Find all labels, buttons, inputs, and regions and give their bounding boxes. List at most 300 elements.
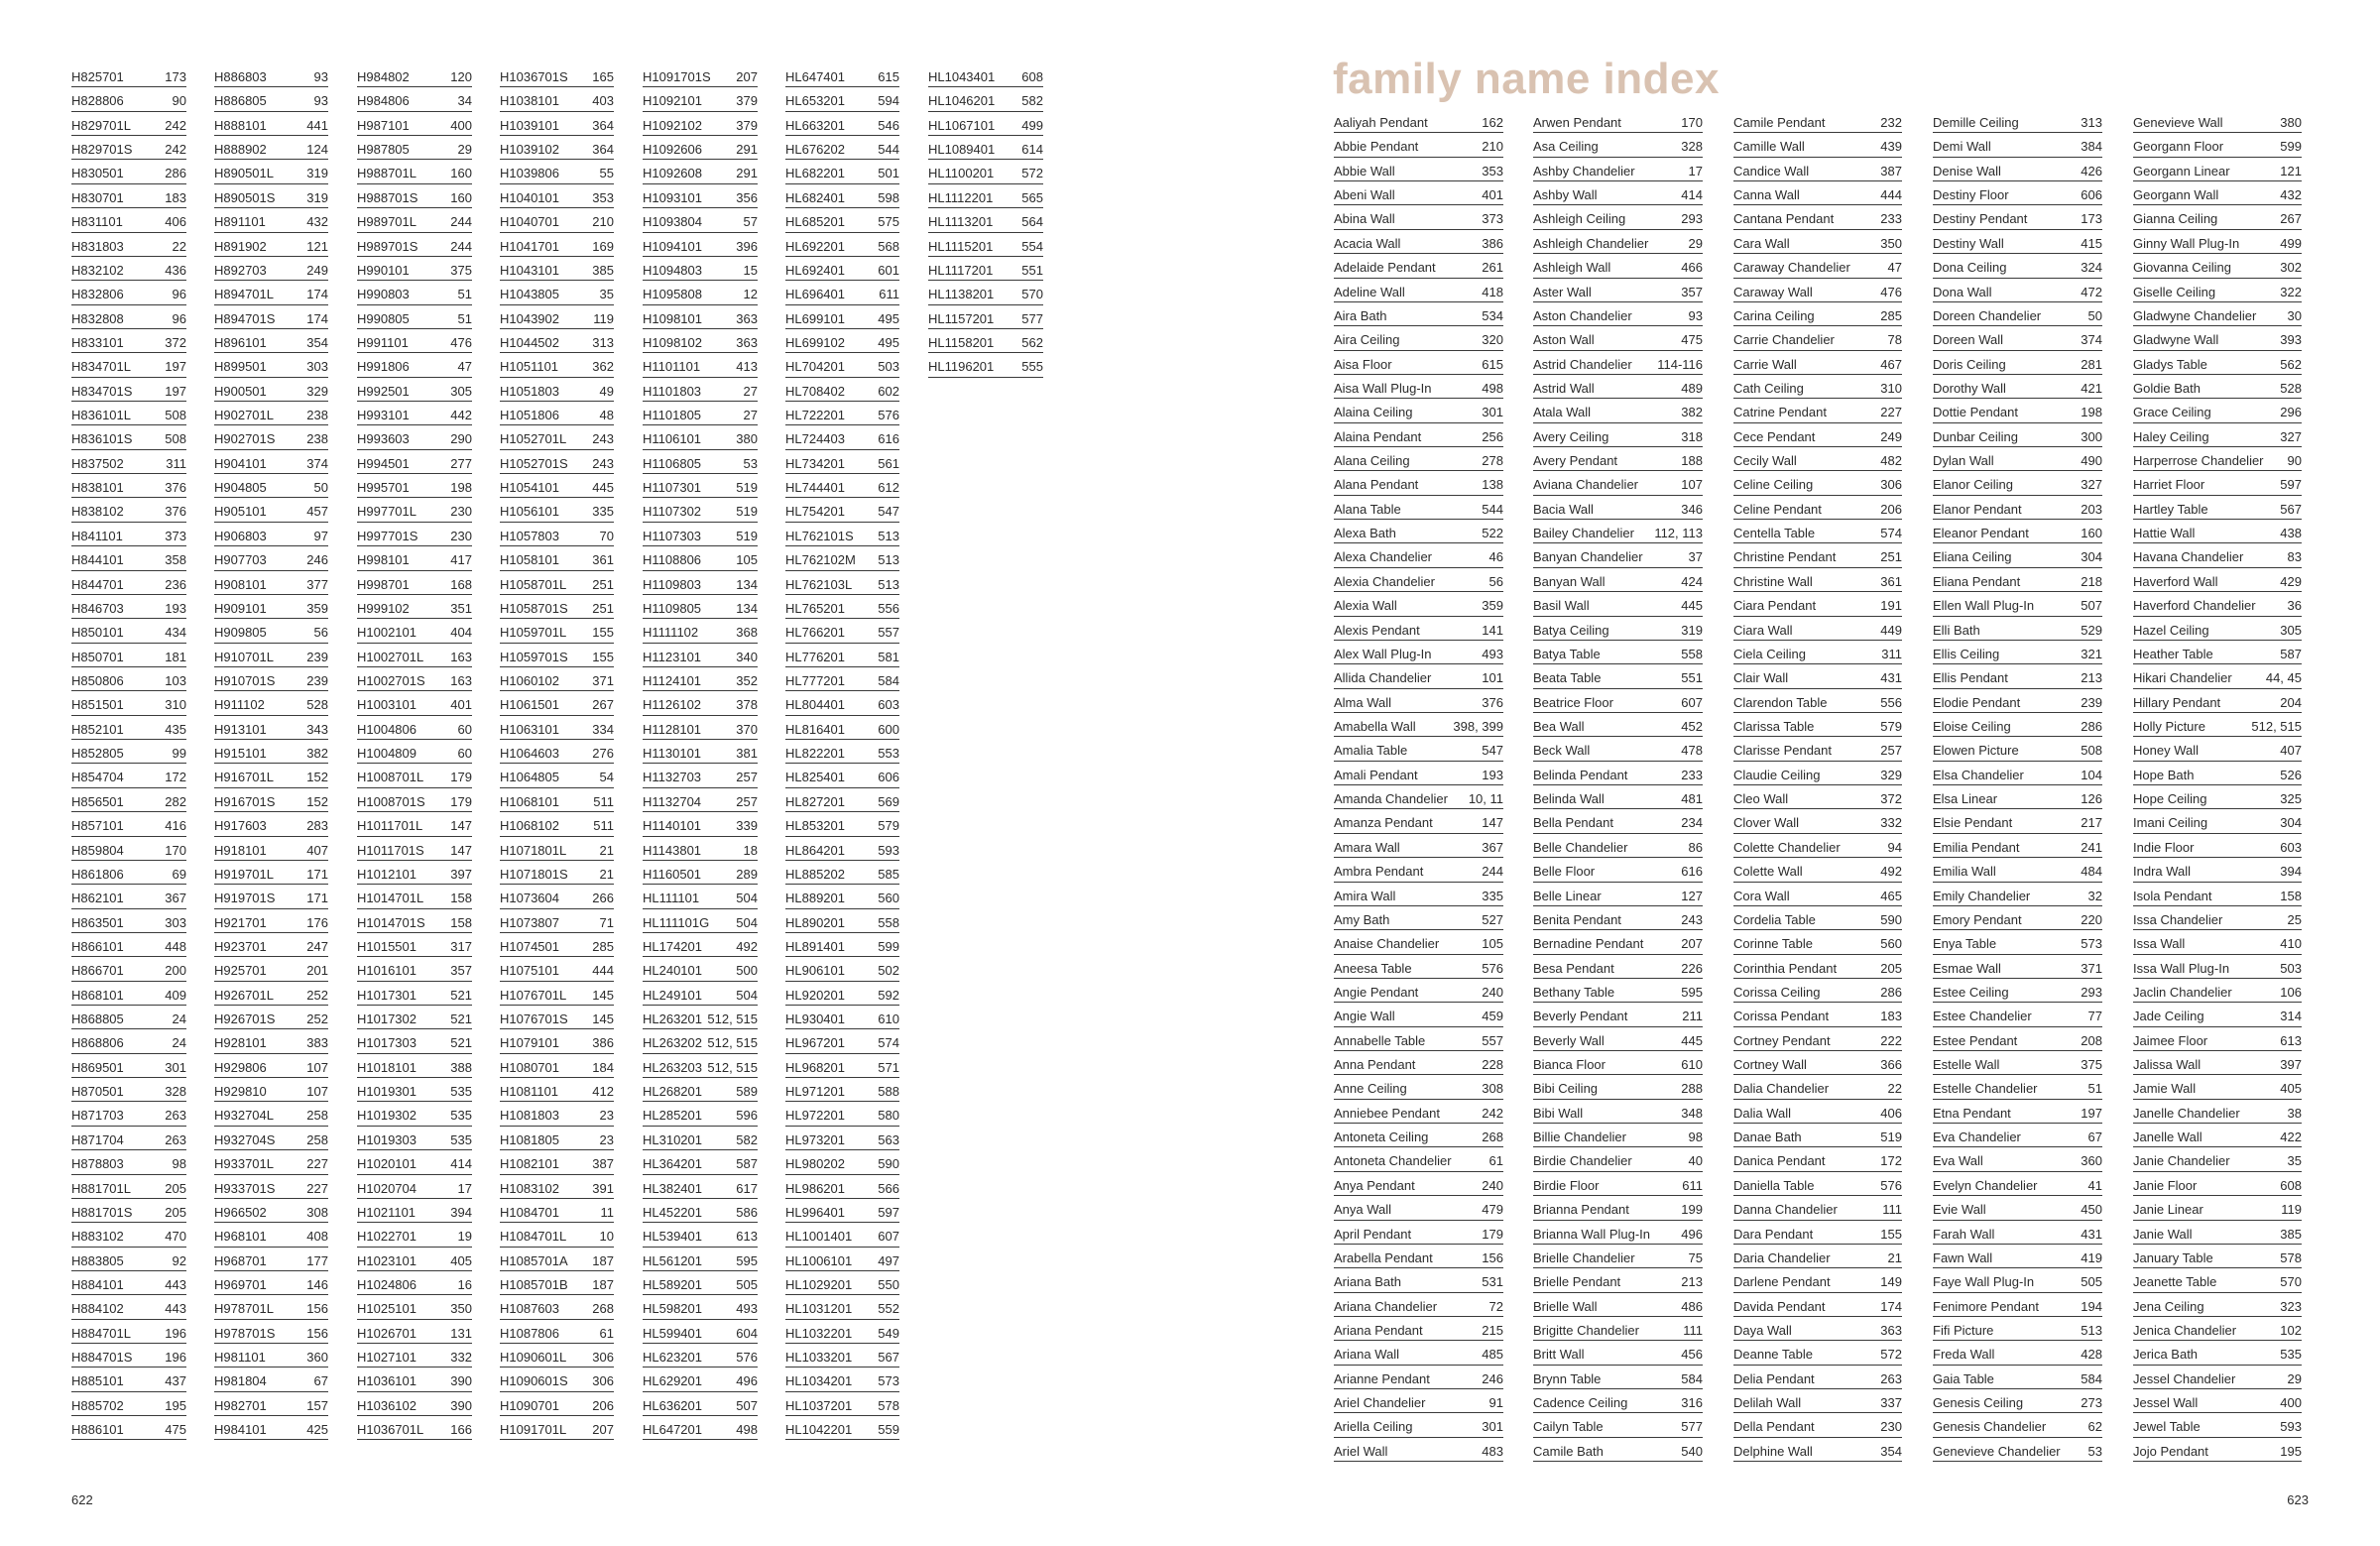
code-index-entry xyxy=(500,1418,614,1442)
entry-page-number: 311 xyxy=(1881,646,1902,661)
code-index-entry xyxy=(357,452,472,476)
code-column xyxy=(785,65,899,1442)
code-index-entry xyxy=(928,65,1043,89)
entry-name: H1043805 xyxy=(500,287,559,302)
entry-name: H1101101 xyxy=(643,359,701,375)
entry-page-number: 48 xyxy=(599,408,614,423)
entry-page-number: 584 xyxy=(878,672,899,688)
entry-name: Brigitte Chandelier xyxy=(1533,1322,1639,1338)
family-index-entry xyxy=(2133,715,2302,739)
code-index-entry xyxy=(643,114,758,138)
entry-page-number: 174 xyxy=(1880,1298,1902,1314)
family-index-entry xyxy=(1933,1198,2102,1222)
entry-name: Ellis Pendant xyxy=(1933,670,2008,686)
entry-page-number: 304 xyxy=(2081,549,2102,565)
entry-name: Georgann Floor xyxy=(2133,139,2224,155)
family-index-entry xyxy=(1334,522,1503,545)
entry-name: Abina Wall xyxy=(1334,211,1395,227)
entry-name: HL1034201 xyxy=(785,1373,853,1389)
entry-page-number: 321 xyxy=(2081,646,2102,661)
entry-name: HL980202 xyxy=(785,1156,845,1172)
code-index-entry xyxy=(643,1008,758,1031)
code-index-entry xyxy=(643,1297,758,1321)
entry-name: Eliana Ceiling xyxy=(1933,549,2012,565)
entry-name: HL724403 xyxy=(785,431,845,447)
entry-name: H1076701S xyxy=(500,1011,568,1027)
family-index-entry xyxy=(1933,425,2102,449)
entry-page-number: 364 xyxy=(592,142,614,158)
code-index-entry xyxy=(357,1322,472,1346)
entry-name: Gladwyne Wall xyxy=(2133,332,2219,348)
entry-name: Demi Wall xyxy=(1933,139,1991,155)
entry-name: HL263201 xyxy=(643,1011,702,1027)
entry-page-number: 328 xyxy=(165,1084,186,1100)
entry-page-number: 581 xyxy=(878,649,899,664)
code-index-entry xyxy=(71,1056,186,1080)
entry-page-number: 286 xyxy=(1880,984,1902,1000)
code-index-entry xyxy=(500,887,614,910)
entry-name: H904805 xyxy=(214,480,267,496)
family-index-entry xyxy=(1733,1223,1902,1247)
family-index-entry xyxy=(1533,1247,1703,1270)
code-index-entry xyxy=(643,476,758,500)
entry-name: HL599401 xyxy=(643,1325,702,1341)
entry-page-number: 527 xyxy=(1482,911,1503,927)
entry-name: HL889201 xyxy=(785,891,845,906)
code-index-entry xyxy=(71,935,186,959)
entry-page-number: 615 xyxy=(878,69,899,84)
entry-page-number: 286 xyxy=(2081,718,2102,734)
entry-page-number: 23 xyxy=(599,1131,614,1147)
entry-page-number: 484 xyxy=(2081,864,2102,880)
entry-name: H909101 xyxy=(214,600,267,616)
code-index-entry xyxy=(643,887,758,910)
entry-name: H850806 xyxy=(71,672,124,688)
entry-page-number: 34 xyxy=(457,93,472,109)
entry-page-number: 406 xyxy=(165,214,186,230)
family-index-entry xyxy=(2133,498,2302,522)
entry-page-number: 24 xyxy=(172,1035,186,1051)
family-index-entry xyxy=(1533,1440,1703,1464)
entry-page-number: 92 xyxy=(172,1252,186,1268)
entry-name: Brynn Table xyxy=(1533,1370,1602,1386)
code-index-entry xyxy=(500,1129,614,1152)
family-index-entry xyxy=(1733,1270,1902,1294)
entry-name: HL762102M xyxy=(785,552,856,568)
entry-name: Adelaide Pendant xyxy=(1334,260,1436,276)
code-index-entry xyxy=(500,984,614,1008)
entry-name: H1020101 xyxy=(357,1156,416,1172)
entry-page-number: 522 xyxy=(1482,526,1503,541)
entry-name: H894701S xyxy=(214,310,276,326)
entry-page-number: 511 xyxy=(593,818,614,834)
entry-name: Beverly Wall xyxy=(1533,1032,1605,1048)
entry-name: H1039102 xyxy=(500,142,559,158)
entry-name: H1087603 xyxy=(500,1301,559,1317)
entry-page-number: 442 xyxy=(450,408,472,423)
family-index-entry xyxy=(1933,811,2102,835)
entry-name: H1026701 xyxy=(357,1325,416,1341)
code-index-entry xyxy=(643,621,758,645)
code-index-entry xyxy=(785,718,899,742)
entry-page-number: 198 xyxy=(450,480,472,496)
family-index-entry xyxy=(1733,570,1902,594)
entry-name: Alexia Chandelier xyxy=(1334,573,1435,589)
family-index-entry xyxy=(1334,1295,1503,1319)
code-index-entry xyxy=(214,984,328,1008)
entry-page-number: 363 xyxy=(1880,1322,1902,1338)
entry-name: Britt Wall xyxy=(1533,1347,1585,1363)
code-index-entry xyxy=(214,839,328,863)
entry-name: HL1043401 xyxy=(928,69,996,84)
code-index-entry xyxy=(785,1297,899,1321)
entry-page-number: 507 xyxy=(736,1397,758,1413)
entry-page-number: 105 xyxy=(736,552,758,568)
family-index-entry xyxy=(1533,1295,1703,1319)
entry-page-number: 163 xyxy=(450,649,472,664)
code-index-entry xyxy=(785,911,899,935)
family-index-entry xyxy=(1933,594,2102,618)
entry-page-number: 263 xyxy=(165,1131,186,1147)
family-index-entry xyxy=(2133,1053,2302,1077)
entry-page-number: 69 xyxy=(172,866,186,882)
entry-page-number: 360 xyxy=(2081,1153,2102,1169)
code-column xyxy=(71,65,186,1442)
entry-page-number: 93 xyxy=(313,93,328,109)
entry-page-number: 563 xyxy=(878,1131,899,1147)
code-index-entry xyxy=(785,380,899,404)
code-index-entry xyxy=(500,162,614,185)
entry-name: HL1046201 xyxy=(928,93,996,109)
family-index-entry xyxy=(1334,715,1503,739)
entry-page-number: 179 xyxy=(450,770,472,785)
entry-page-number: 368 xyxy=(736,625,758,641)
entry-name: Angie Pendant xyxy=(1334,984,1419,1000)
entry-page-number: 162 xyxy=(1482,115,1503,130)
entry-name: Clarendon Table xyxy=(1733,694,1828,710)
code-index-entry xyxy=(785,1273,899,1297)
entry-name: Honey Wall xyxy=(2133,743,2199,759)
family-index-entry xyxy=(1933,328,2102,352)
code-index-entry xyxy=(500,1273,614,1297)
entry-name: HL382401 xyxy=(643,1180,702,1196)
family-column xyxy=(1533,111,1703,1464)
entry-page-number: 196 xyxy=(165,1350,186,1366)
entry-page-number: 303 xyxy=(165,914,186,930)
family-index-entry xyxy=(1334,377,1503,401)
entry-name: H1002101 xyxy=(357,625,416,641)
code-index-entry xyxy=(214,959,328,983)
entry-page-number: 308 xyxy=(306,1204,328,1220)
entry-name: H1074501 xyxy=(500,938,559,954)
entry-page-number: 383 xyxy=(306,1035,328,1051)
code-index-entry xyxy=(357,669,472,693)
entry-page-number: 504 xyxy=(736,891,758,906)
entry-page-number: 60 xyxy=(457,746,472,762)
entry-page-number: 306 xyxy=(592,1373,614,1389)
entry-page-number: 519 xyxy=(736,528,758,543)
code-index-entry xyxy=(500,621,614,645)
entry-name: H837502 xyxy=(71,455,124,471)
entry-page-number: 301 xyxy=(165,1059,186,1075)
entry-name: Amanza Pendant xyxy=(1334,815,1433,831)
entry-page-number: 239 xyxy=(306,672,328,688)
entry-page-number: 405 xyxy=(450,1252,472,1268)
entry-page-number: 426 xyxy=(2081,163,2102,178)
entry-page-number: 236 xyxy=(165,576,186,592)
entry-page-number: 492 xyxy=(1880,864,1902,880)
entry-page-number: 199 xyxy=(1681,1202,1703,1218)
entry-name: H852805 xyxy=(71,746,124,762)
entry-name: Hazel Ceiling xyxy=(2133,622,2209,638)
entry-name: Amy Bath xyxy=(1334,911,1390,927)
entry-name: H918101 xyxy=(214,842,267,858)
entry-page-number: 578 xyxy=(878,1397,899,1413)
entry-name: Brielle Wall xyxy=(1533,1298,1598,1314)
entry-name: H1091701S xyxy=(643,69,711,84)
entry-page-number: 577 xyxy=(1021,310,1043,326)
entry-page-number: 544 xyxy=(1482,501,1503,517)
entry-name: Jojo Pendant xyxy=(2133,1443,2208,1459)
entry-page-number: 105 xyxy=(1482,936,1503,952)
family-index-entry xyxy=(1334,1270,1503,1294)
entry-page-number: 438 xyxy=(2280,526,2302,541)
code-index-entry xyxy=(785,1201,899,1225)
entry-page-number: 397 xyxy=(450,866,472,882)
entry-name: H990805 xyxy=(357,310,410,326)
entry-page-number: 594 xyxy=(878,93,899,109)
family-index-entry xyxy=(1933,207,2102,231)
code-index-entry xyxy=(643,259,758,283)
entry-page-number: 359 xyxy=(306,600,328,616)
entry-name: Darlene Pendant xyxy=(1733,1274,1831,1290)
entry-page-number: 78 xyxy=(1887,332,1902,348)
code-index-entry xyxy=(643,452,758,476)
entry-page-number: 273 xyxy=(2081,1395,2102,1411)
entry-page-number: 24 xyxy=(172,1011,186,1027)
family-index-entry xyxy=(1334,183,1503,207)
code-index-entry xyxy=(214,65,328,89)
code-index-entry xyxy=(214,138,328,162)
family-index-entry xyxy=(2133,860,2302,884)
family-index-entry xyxy=(2133,232,2302,256)
entry-name: H1126102 xyxy=(643,697,702,713)
entry-name: H916701L xyxy=(214,770,274,785)
entry-page-number: 472 xyxy=(2081,284,2102,299)
code-index-entry xyxy=(785,1418,899,1442)
entry-page-number: 50 xyxy=(2087,307,2102,323)
entry-page-number: 206 xyxy=(592,1397,614,1413)
entry-name: Estelle Wall xyxy=(1933,1057,2000,1073)
entry-page-number: 156 xyxy=(1482,1249,1503,1265)
entry-page-number: 512, 515 xyxy=(707,1059,758,1075)
entry-page-number: 363 xyxy=(736,310,758,326)
code-index-entry xyxy=(928,162,1043,185)
entry-name: H1011701L xyxy=(357,818,423,834)
family-index-entry xyxy=(1334,328,1503,352)
entry-page-number: 155 xyxy=(592,649,614,664)
code-index-entry xyxy=(500,138,614,162)
family-index-entry xyxy=(1733,594,1902,618)
entry-name: H1024806 xyxy=(357,1276,416,1292)
entry-name: Indie Floor xyxy=(2133,839,2195,855)
entry-page-number: 19 xyxy=(457,1229,472,1245)
entry-name: Elli Bath xyxy=(1933,622,1980,638)
family-column xyxy=(1733,111,1902,1464)
entry-page-number: 513 xyxy=(2081,1322,2102,1338)
entry-page-number: 359 xyxy=(1482,598,1503,614)
family-index-entry xyxy=(1933,1005,2102,1028)
entry-name: Eliana Pendant xyxy=(1933,573,2021,589)
entry-page-number: 266 xyxy=(592,891,614,906)
code-index-entry xyxy=(785,669,899,693)
code-index-entry xyxy=(357,404,472,427)
entry-page-number: 443 xyxy=(165,1301,186,1317)
entry-page-number: 198 xyxy=(2081,405,2102,420)
entry-page-number: 496 xyxy=(736,1373,758,1389)
entry-name: Etna Pendant xyxy=(1933,1105,2011,1121)
entry-name: H906803 xyxy=(214,528,267,543)
entry-name: H1056101 xyxy=(500,504,559,520)
code-index-entry xyxy=(500,1394,614,1418)
code-index-entry xyxy=(500,1225,614,1249)
entry-page-number: 370 xyxy=(736,721,758,737)
entry-name: H1087806 xyxy=(500,1325,559,1341)
code-index-entry xyxy=(214,162,328,185)
entry-page-number: 590 xyxy=(1880,911,1902,927)
entry-name: H1008701S xyxy=(357,793,425,809)
entry-name: Deanne Table xyxy=(1733,1347,1813,1363)
entry-name: Esmae Wall xyxy=(1933,960,2001,976)
entry-name: Dunbar Ceiling xyxy=(1933,428,2018,444)
entry-page-number: 204 xyxy=(2280,694,2302,710)
code-index-entry xyxy=(214,452,328,476)
entry-name: Delphine Wall xyxy=(1733,1443,1813,1459)
entry-page-number: 138 xyxy=(1482,477,1503,493)
family-index-entry xyxy=(1533,1391,1703,1415)
entry-page-number: 551 xyxy=(1021,262,1043,278)
entry-page-number: 257 xyxy=(1880,743,1902,759)
entry-page-number: 613 xyxy=(2280,1032,2302,1048)
code-index-entry xyxy=(643,935,758,959)
entry-name: HL310201 xyxy=(643,1131,702,1147)
entry-name: HL804401 xyxy=(785,697,845,713)
code-index-entry xyxy=(785,766,899,789)
entry-name: Eloise Ceiling xyxy=(1933,718,2011,734)
family-index-entry xyxy=(1533,1126,1703,1149)
entry-name: Emily Chandelier xyxy=(1933,888,2031,903)
entry-name: H1111102 xyxy=(643,625,699,641)
entry-page-number: 197 xyxy=(2081,1105,2102,1121)
entry-name: H868101 xyxy=(71,987,124,1003)
code-index-entry xyxy=(643,1201,758,1225)
entry-name: H1106805 xyxy=(643,455,702,471)
entry-name: H834701S xyxy=(71,383,133,399)
entry-page-number: 573 xyxy=(2081,936,2102,952)
entry-name: Janie Chandelier xyxy=(2133,1153,2230,1169)
entry-name: Danae Bath xyxy=(1733,1130,1802,1145)
entry-name: HL682201 xyxy=(785,166,845,181)
entry-page-number: 244 xyxy=(1482,864,1503,880)
code-index-entry xyxy=(643,210,758,234)
entry-name: Ariel Wall xyxy=(1334,1443,1388,1459)
entry-name: H1092101 xyxy=(643,93,702,109)
entry-name: H908101 xyxy=(214,576,267,592)
entry-name: Camille Wall xyxy=(1733,139,1805,155)
entry-page-number: 302 xyxy=(2280,260,2302,276)
entry-page-number: 12 xyxy=(743,287,758,302)
entry-page-number: 304 xyxy=(2280,815,2302,831)
code-index-entry xyxy=(71,669,186,693)
entry-name: Amali Pendant xyxy=(1334,767,1418,782)
family-index-entry xyxy=(1533,594,1703,618)
entry-page-number: 602 xyxy=(878,383,899,399)
entry-page-number: 505 xyxy=(736,1276,758,1292)
entry-name: Dottie Pendant xyxy=(1933,405,2019,420)
family-index-entry xyxy=(1334,666,1503,690)
family-index-entry xyxy=(1334,1198,1503,1222)
code-index-entry xyxy=(71,525,186,548)
entry-name: Angie Wall xyxy=(1334,1009,1395,1024)
entry-name: H905101 xyxy=(214,504,267,520)
family-index-entry xyxy=(2133,739,2302,763)
entry-name: H1068102 xyxy=(500,818,559,834)
code-index-entry xyxy=(357,1152,472,1176)
family-index-entry xyxy=(1933,1440,2102,1464)
code-index-entry xyxy=(500,380,614,404)
entry-name: H1160501 xyxy=(643,866,702,882)
entry-page-number: 233 xyxy=(1880,211,1902,227)
entry-name: Harperrose Chandelier xyxy=(2133,453,2264,469)
entry-name: Ciela Ceiling xyxy=(1733,646,1806,661)
code-index-entry xyxy=(214,331,328,355)
entry-name: H917603 xyxy=(214,818,267,834)
code-index-entry xyxy=(785,235,899,259)
entry-name: Janie Floor xyxy=(2133,1177,2198,1193)
entry-name: H915101 xyxy=(214,746,267,762)
entry-name: H884101 xyxy=(71,1276,124,1292)
entry-page-number: 335 xyxy=(1482,888,1503,903)
entry-name: H854704 xyxy=(71,770,124,785)
entry-name: Genesis Chandelier xyxy=(1933,1419,2047,1435)
entry-page-number: 290 xyxy=(450,431,472,447)
family-index-entry xyxy=(1334,981,1503,1005)
code-index-entry xyxy=(643,1152,758,1176)
entry-page-number: 418 xyxy=(1482,284,1503,299)
code-index-entry xyxy=(357,839,472,863)
entry-page-number: 431 xyxy=(2081,1226,2102,1242)
entry-name: H1098102 xyxy=(643,334,702,350)
entry-page-number: 171 xyxy=(306,891,328,906)
entry-page-number: 567 xyxy=(2280,501,2302,517)
entry-name: H856501 xyxy=(71,793,124,809)
entry-page-number: 263 xyxy=(1880,1370,1902,1386)
entry-name: H870501 xyxy=(71,1084,124,1100)
entry-name: Amira Wall xyxy=(1334,888,1396,903)
code-column xyxy=(214,65,328,1442)
entry-name: Hikari Chandelier xyxy=(2133,670,2232,686)
family-index-entry xyxy=(2133,691,2302,715)
entry-name: Aston Chandelier xyxy=(1533,307,1632,323)
entry-name: Belle Linear xyxy=(1533,888,1602,903)
code-index-entry xyxy=(357,1201,472,1225)
entry-page-number: 502 xyxy=(878,963,899,979)
entry-name: Camile Bath xyxy=(1533,1443,1604,1459)
entry-name: Aisa Wall Plug-In xyxy=(1334,380,1432,396)
entry-name: H829701L xyxy=(71,117,131,133)
family-index-title: family name index xyxy=(1333,55,1720,103)
entry-name: H844701 xyxy=(71,576,124,592)
